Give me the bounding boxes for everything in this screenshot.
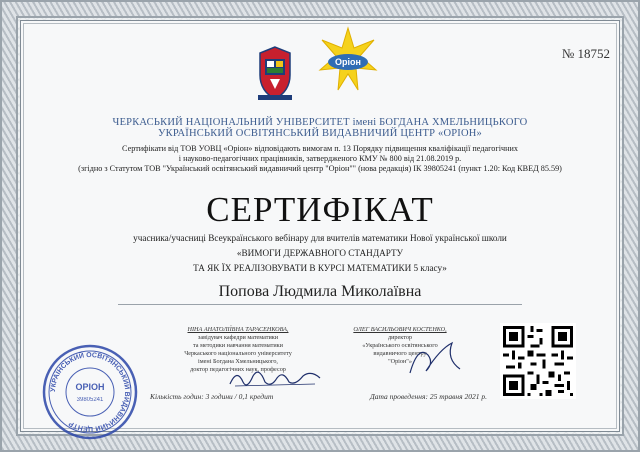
university-emblem-icon [252,45,298,103]
left-signatory-line5: доктор педагогічних наук, професор [190,366,286,373]
header-university: ЧЕРКАСЬКИЙ НАЦІОНАЛЬНИЙ УНІВЕРСИТЕТ імені БОГДАНА ХМЕЛЬНИЦЬКОГО [112,117,528,128]
recipient-name: Попова Людмила Миколаївна [218,283,422,300]
left-signature [225,362,325,392]
left-signatory-line3: Черкаського національного університету [184,350,292,357]
official-stamp [40,342,140,442]
right-signatory-line2: «Українського освітянського [362,342,438,349]
right-signatory-line3: видавничого центру [373,350,427,357]
right-signatory-line4: "Оріон"» [388,358,412,365]
subtitle-line1: учасника/учасниці Всеукраїнського вебінару для вчителів математики Нової української школи [133,233,507,243]
svg-text:Оріон: Оріон [335,57,361,67]
legal-text-line3: (згідно з Статутом ТОВ "Український освітянський видавничий центр "Оріон"" (нова редакція) ІК 39805241 (пункт 1.20: Код КВЕД 85.59) [78,164,562,173]
legal-text-line1: Сертифікати від ТОВ УОВЦ «Оріон» відповідають вимогам п. 13 Порядку підвищення кваліфікації педагогічних [122,144,518,153]
hours-credit: Кількість годин: 3 години / 0,1 кредит [150,392,274,401]
right-signatory-line1: директор [387,334,413,341]
stamp-center-text: ОРІОН [75,382,105,392]
left-signatory-line1: завідувач кафедри математики [197,334,279,341]
stamp-code: 39805241 [76,397,104,403]
left-signatory-line4: імені Богдана Хмельницького, [198,358,278,365]
header-publisher: УКРАЇНСЬКИЙ ОСВІТЯНСЬКИЙ ВИДАВНИЧИЙ ЦЕНТР «ОРІОН» [157,128,483,139]
legal-text-line2: і науково-педагогічних працівників, затвердженого КМУ № 800 від 21.08.2019 р. [178,154,462,163]
subtitle-line2: «ВИМОГИ ДЕРЖАВНОГО СТАНДАРТУ [236,248,404,258]
subtitle-line3: ТА ЯК ЇХ РЕАЛІЗОВУВАТИ В КУРСІ МАТЕМАТИКИ 5 класу» [193,263,447,273]
left-signatory-name: НІНА АНАТОЛІЇВНА ТАРАСЕНКОВА, [187,326,289,333]
right-signature [400,335,470,380]
name-underline [118,304,522,305]
qr-code-icon [500,323,576,399]
right-signatory-name: ОЛЕГ ВАСИЛЬОВИЧ КОСТЕНКО, [353,326,447,333]
orion-logo [318,26,378,98]
event-date: Дата проведення: 25 травня 2021 р. [370,392,487,401]
certificate-title: СЕРТИФІКАТ [206,190,434,229]
certificate-number: № 18752 [561,46,610,61]
left-signatory-line2: та методики навчання математики [193,342,283,349]
stamp-ring-text: УКРАЇНСЬКИЙ ОСВІТЯНСЬКИЙ ВИДАВНИЧИЙ ЦЕНТР [49,351,131,433]
